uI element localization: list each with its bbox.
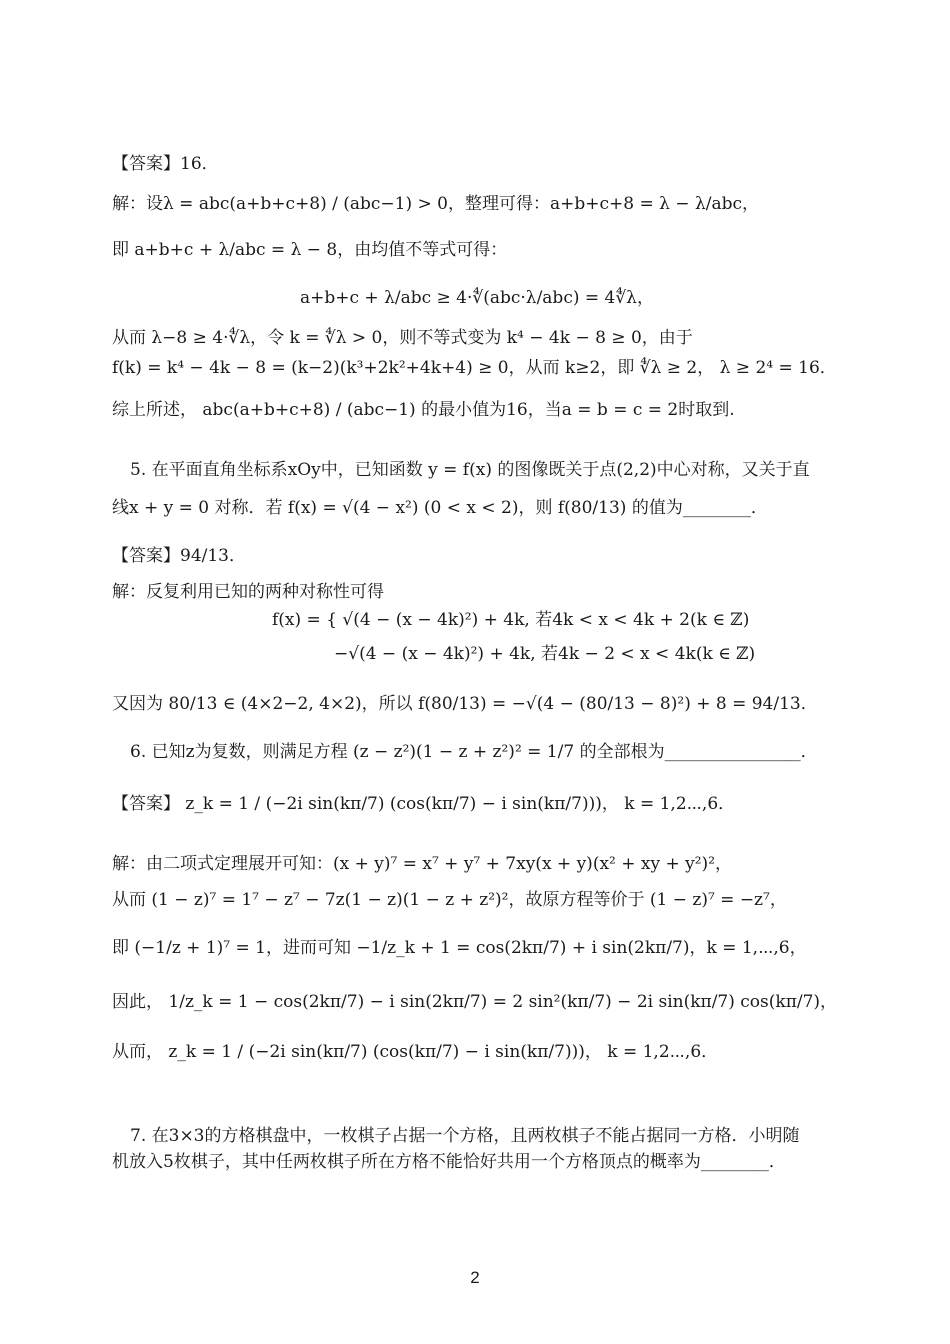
q6-solution-line-3: 即 (−1/z + 1)⁷ = 1，进而可知 −1/z_k + 1 = cos(2kπ/7) + i sin(2kπ/7)，k = 1,⋯,6， — [112, 938, 807, 958]
q6-solution-line-5: 从而， z_k = 1 / (−2i sin(kπ/7) (cos(kπ/7) − i sin(kπ/7)))， k = 1,2⋯,6． — [112, 1042, 719, 1062]
q5-answer: 【答案】94/13． — [112, 546, 246, 566]
q7-stem-line-1: 7. 在3×3的方格棋盘中，一枚棋子占据一个方格，且两枚棋子不能占据同一方格．小明随 — [130, 1126, 800, 1146]
q6-solution-line-1: 解：由二项式定理展开可知：(x + y)⁷ = x⁷ + y⁷ + 7xy(x + y)(x² + xy + y²)²， — [112, 854, 733, 874]
q5-solution-line-1: 解：反复利用已知的两种对称性可得 — [112, 582, 384, 602]
q4-solution-line-5: f(k) = k⁴ − 4k − 8 = (k−2)(k³+2k²+4k+4) ≥ 0，从而 k≥2，即 ∜λ ≥ 2， λ ≥ 2⁴ = 16． — [112, 358, 837, 378]
q4-solution-conclusion: 综上所述， abc(a+b+c+8) / (abc−1) 的最小值为16，当a = b = c = 2时取到. — [112, 400, 735, 420]
q4-answer: 【答案】16． — [112, 154, 219, 174]
q6-solution-line-4: 因此， 1/z_k = 1 − cos(2kπ/7) − i sin(2kπ/7) = 2 sin²(kπ/7) − 2i sin(kπ/7) cos(kπ/7)， — [112, 992, 838, 1012]
q7-stem-line-2: 机放入5枚棋子，其中任两枚棋子所在方格不能恰好共用一个方格顶点的概率为________． — [112, 1152, 786, 1172]
q5-piecewise-case-2: −√(4 − (x − 4k)²) + 4k, 若4k − 2 < x < 4k(k ∈ ℤ) — [334, 644, 756, 664]
page-number: 2 — [470, 1268, 480, 1287]
q4-solution-line-4: 从而 λ−8 ≥ 4·∜λ，令 k = ∜λ > 0，则不等式变为 k⁴ − 4k − 8 ≥ 0，由于 — [112, 328, 693, 348]
q5-stem-line-2: 线x + y = 0 对称．若 f(x) = √(4 − x²) (0 < x < 2)，则 f(80/13) 的值为________． — [112, 498, 768, 518]
q6-stem: 6. 已知z为复数，则满足方程 (z − z²)(1 − z + z²)² = 1/7 的全部根为________________． — [130, 742, 818, 762]
q6-answer: 【答案】 z_k = 1 / (−2i sin(kπ/7) (cos(kπ/7) − i sin(kπ/7)))， k = 1,2⋯,6． — [112, 794, 736, 814]
q4-solution-line-1: 解：设λ = abc(a+b+c+8) / (abc−1) > 0，整理可得：a+b+c+8 = λ − λ/abc， — [112, 194, 759, 214]
q5-stem-line-1: 5. 在平面直角坐标系xOy中，已知函数 y = f(x) 的图像既关于点(2,2)中心对称，又关于直 — [130, 460, 810, 480]
q4-solution-inequality: a+b+c + λ/abc ≥ 4·∜(abc·λ/abc) = 4∜λ， — [300, 288, 654, 308]
q5-piecewise-case-1: f(x) = { √(4 − (x − 4k)²) + 4k, 若4k < x < 4k + 2(k ∈ ℤ) — [272, 610, 750, 630]
q6-solution-line-2: 从而 (1 − z)⁷ = 1⁷ − z⁷ − 7z(1 − z)(1 − z + z²)²，故原方程等价于 (1 − z)⁷ = −z⁷， — [112, 890, 787, 910]
q5-solution-line-2: 又因为 80/13 ∈ (4×2−2, 4×2)，所以 f(80/13) = −√(4 − (80/13 − 8)²) + 8 = 94/13． — [112, 694, 818, 714]
q4-solution-line-2: 即 a+b+c + λ/abc = λ − 8，由均值不等式可得： — [112, 240, 508, 260]
